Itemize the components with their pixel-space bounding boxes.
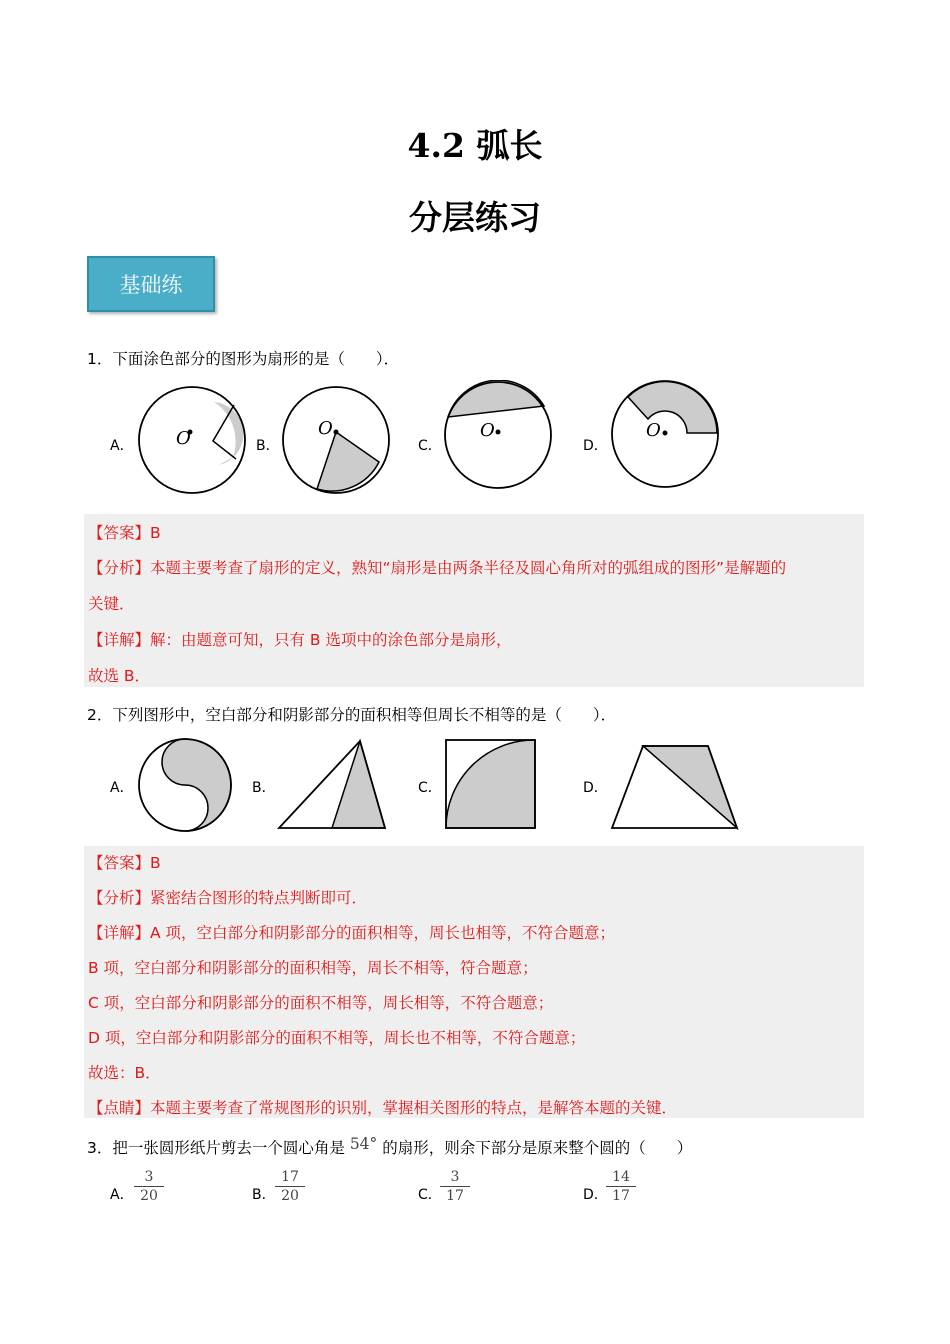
q1-option-b-figure — [281, 385, 391, 495]
q1-option-a-label: A． — [110, 438, 134, 454]
q1-answer-box — [84, 514, 864, 687]
q3-option-b-fraction — [275, 1168, 305, 1205]
q1-option-d-figure — [610, 379, 720, 489]
q3-option-b-numerator: 17 — [275, 1168, 305, 1187]
q2-stem: 2．下列图形中，空白部分和阴影部分的面积相等但周长不相等的是（ ）． — [87, 706, 617, 724]
q1-option-b-label: B． — [256, 438, 280, 454]
q2-option-c-label: C． — [418, 780, 442, 796]
q2-option-d-figure — [609, 744, 741, 830]
q2-conclusion: 故选：B． — [88, 1064, 161, 1082]
q2-comment: 【点睛】本题主要考查了常规图形的识别，掌握相关图形的特点，是解答本题的关键． — [88, 1099, 678, 1117]
q1-conclusion: 故选 B． — [88, 667, 151, 685]
q1-answer: 【答案】B — [88, 524, 161, 542]
q1-analysis-line1: 【分析】本题主要考查了扇形的定义，熟知“扇形是由两条半径及圆心角所对的弧组成的图形”是解题的 — [88, 559, 787, 577]
q2-option-b-label: B． — [252, 780, 276, 796]
q1-option-d-label: D． — [583, 438, 608, 454]
q3-option-c-label: C． — [418, 1187, 442, 1203]
q2-answer: 【答案】B — [88, 854, 161, 872]
q3-option-d-denominator: 17 — [612, 1188, 630, 1204]
q3-option-d-numerator: 14 — [606, 1168, 636, 1187]
q2-option-a-figure — [136, 736, 234, 834]
q3-option-a-numerator: 3 — [134, 1168, 164, 1187]
q2-option-b-figure — [277, 738, 389, 830]
q2-option-a-label: A． — [110, 780, 134, 796]
q1-option-c-label: C． — [418, 438, 442, 454]
q3-option-a-denominator: 20 — [140, 1188, 158, 1204]
q3-stem — [87, 1136, 692, 1158]
q2-detail-d: D 项，空白部分和阴影部分的面积不相等，周长也不相等，不符合题意； — [88, 1029, 586, 1047]
q1-option-c-figure — [443, 380, 553, 490]
q1-stem: 1．下面涂色部分的图形为扇形的是（ ）． — [87, 350, 400, 368]
q2-detail-a: 【详解】A 项，空白部分和阴影部分的面积相等，周长也相等，不符合题意； — [88, 924, 616, 942]
q3-option-a-fraction — [134, 1168, 164, 1205]
q1-a-center-label: O — [176, 428, 191, 449]
page-subtitle: 分层练习 — [409, 198, 541, 237]
q3-option-d-label: D． — [583, 1187, 608, 1203]
q1-b-center-label: O — [318, 418, 333, 439]
page-title: 4.2 弧长 — [407, 126, 543, 165]
q1-analysis-line2: 关键． — [88, 595, 135, 613]
q1-c-center-label: O — [480, 420, 495, 441]
q3-option-d-fraction — [606, 1168, 636, 1205]
q2-detail-c: C 项，空白部分和阴影部分的面积不相等，周长相等，不符合题意； — [88, 994, 554, 1012]
q1-detail: 【详解】解：由题意可知，只有 B 选项中的涂色部分是扇形， — [88, 631, 512, 649]
q3-option-c-fraction — [440, 1168, 470, 1205]
q3-stem-before: 3．把一张圆形纸片剪去一个圆心角是 — [87, 1139, 345, 1157]
section-badge: 基础练 — [87, 256, 215, 312]
q1-d-center-label: O — [646, 420, 661, 441]
q3-option-a-label: A． — [110, 1187, 134, 1203]
q3-option-c-numerator: 3 — [440, 1168, 470, 1187]
q2-answer-box — [84, 846, 864, 1118]
q1-option-a-figure — [137, 385, 247, 495]
q3-stem-after: 的扇形，则余下部分是原来整个圆的（ ） — [382, 1139, 693, 1157]
q3-option-c-denominator: 17 — [446, 1188, 464, 1204]
q2-option-d-label: D． — [583, 780, 608, 796]
q3-option-b-denominator: 20 — [281, 1188, 299, 1204]
q3-angle: 54° — [349, 1135, 378, 1153]
q2-option-c-figure — [443, 738, 537, 830]
q2-detail-b: B 项，空白部分和阴影部分的面积相等，周长不相等，符合题意； — [88, 959, 538, 977]
q3-option-b-label: B． — [252, 1187, 276, 1203]
q2-analysis: 【分析】紧密结合图形的特点判断即可． — [88, 889, 368, 907]
